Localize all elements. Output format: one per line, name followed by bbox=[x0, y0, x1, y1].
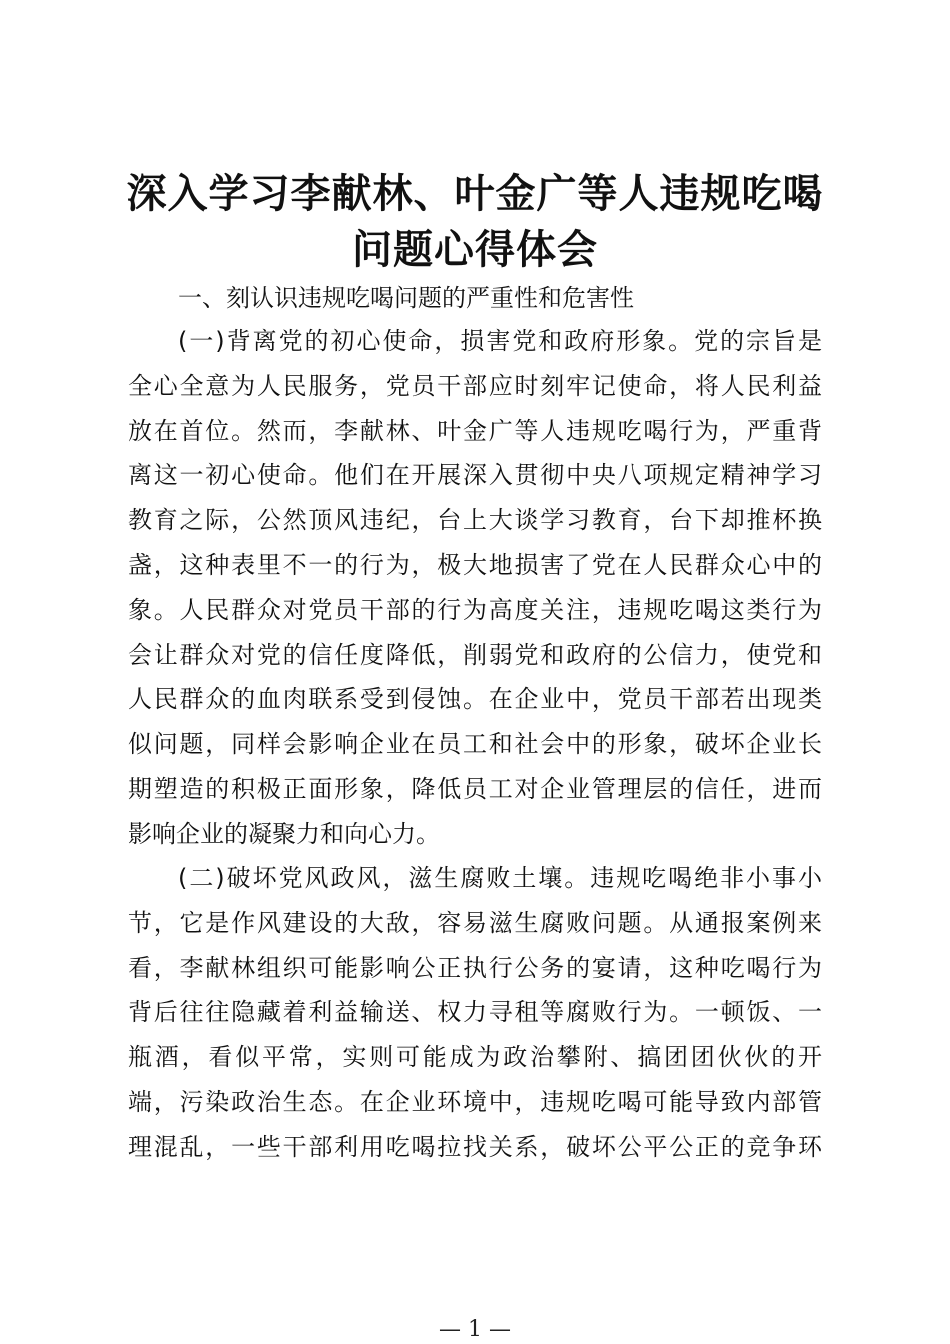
section-heading: 一、刻认识违规吃喝问题的严重性和危害性 bbox=[178, 284, 634, 312]
paragraph-1 bbox=[128, 319, 822, 857]
title-line-1: 深入学习李献林、叶金广等人违规吃喝 bbox=[126, 171, 824, 217]
document-title bbox=[100, 166, 850, 278]
paragraph-line: 会让群众对党的信任度降低，削弱党和政府的公信力，使党和 bbox=[128, 640, 822, 669]
paragraph-line: 节，它是作风建设的大敌，容易滋生腐败问题。从通报案例来 bbox=[128, 908, 822, 937]
paragraph-line: 瓶酒，看似平常，实则可能成为政治攀附、搞团团伙伙的开 bbox=[128, 1043, 822, 1072]
paragraph-line: 期塑造的积极正面形象，降低员工对企业管理层的信任，进而 bbox=[128, 774, 822, 803]
paragraph-line: (一)背离党的初心使命，损害党和政府形象。党的宗旨是 bbox=[178, 327, 822, 355]
paragraph-line: 似问题，同样会影响企业在员工和社会中的形象，破坏企业长 bbox=[128, 730, 822, 759]
paragraph-2 bbox=[128, 856, 822, 1170]
paragraph-line: 象。人民群众对党员干部的行为高度关注，违规吃喝这类行为 bbox=[128, 595, 822, 624]
title-line-2: 问题心得体会 bbox=[352, 227, 598, 273]
page-number: — 1 — bbox=[439, 1317, 511, 1342]
paragraph-line: 理混乱，一些干部利用吃喝拉找关系，破坏公平公正的竞争环 bbox=[128, 1132, 822, 1161]
paragraph-line: 教育之际，公然顶风违纪，台上大谈学习教育，台下却推杯换 bbox=[128, 506, 822, 535]
paragraph-line: 离这一初心使命。他们在开展深入贯彻中央八项规定精神学习 bbox=[128, 461, 822, 490]
paragraph-line: (二)破坏党风政风，滋生腐败土壤。违规吃喝绝非小事小 bbox=[178, 864, 822, 892]
paragraph-line: 全心全意为人民服务，党员干部应时刻牢记使命，将人民利益 bbox=[128, 371, 822, 400]
paragraph-line: 端，污染政治生态。在企业环境中，违规吃喝可能导致内部管 bbox=[128, 1087, 822, 1116]
paragraph-line: 盏，这种表里不一的行为，极大地损害了党在人民群众心中的 bbox=[128, 550, 822, 579]
paragraph-line: 人民群众的血肉联系受到侵蚀。在企业中，党员干部若出现类 bbox=[128, 685, 822, 714]
paragraph-line: 看，李献林组织可能影响公正执行公务的宴请，这种吃喝行为 bbox=[128, 953, 822, 982]
paragraph-line: 背后往往隐藏着利益输送、权力寻租等腐败行为。一顿饭、一 bbox=[128, 998, 822, 1027]
paragraph-line: 影响企业的凝聚力和向心力。 bbox=[128, 819, 440, 848]
paragraph-line: 放在首位。然而，李献林、叶金广等人违规吃喝行为，严重背 bbox=[128, 416, 822, 445]
